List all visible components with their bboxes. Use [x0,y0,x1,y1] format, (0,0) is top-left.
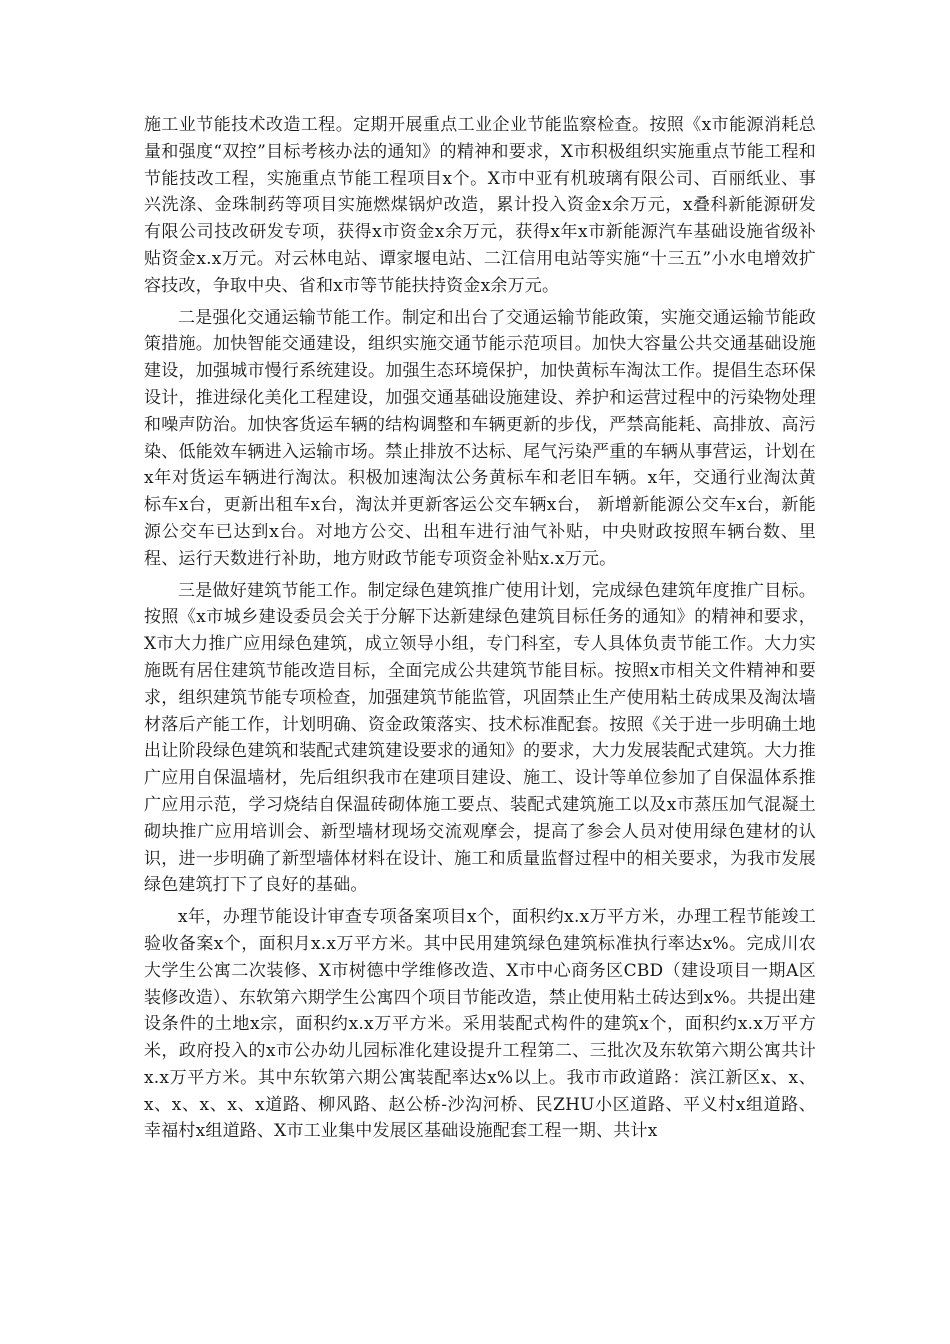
paragraph-industrial-energy-saving: 施工业节能技术改造工程。定期开展重点工业企业节能监察检查。按照《x市能源消耗总量和强度“双控”目标考核办法的通知》的精神和要求，X市积极组织实施重点节能工程和节能技改工程，实施重点节能工程项目x个。X市中亚有机玻璃有限公司、百丽纸业、事兴洗涤、金珠制药等项目实施燃煤锅炉改造，累计投入资金x余万元，x叠科新能源研发有限公司技改研发专项，获得x市资金x余万元，获得x年x市新能源汽车基础设施省级补贴资金x.x万元。对云林电站、谭家堰电站、二江信用电站等实施“十三五”小水电增效扩容技改，争取中央、省和x市等节能扶持资金x余万元。 [144,115,816,296]
paragraph-building-energy-saving: 三是做好建筑节能工作。制定绿色建筑推广使用计划，完成绿色建筑年度推广目标。按照《x市城乡建设委员会关于分解下达新建绿色建筑目标任务的通知》的精神和要求，X市大力推广应用绿色建筑，成立领导小组，专门科室，专人具体负责节能工作。大力实施既有居住建筑节能改造目标，全面完成公共建筑节能目标。按照x市相关文件精神和要求，组织建筑节能专项检查，加强建筑节能监管，巩固禁止生产使用粘土砖成果及淘汰墙材落后产能工作，计划明确、资金政策落实、技术标准配套。按照《关于进一步明确土地出让阶段绿色建筑和装配式建筑建设要求的通知》的要求，大力发展装配式建筑。大力推广应用自保温墙材，先后组织我市在建项目建设、施工、设计等单位参加了自保温体系推广应用示范，学习烧结自保温砖砌体施工要点、装配式建筑施工以及x市蒸压加气混凝土砌块推广应用培训会、新型墙材现场交流观摩会，提高了参会人员对使用绿色建材的认识，进一步明确了新型墙体材料在设计、施工和质量监督过程中的相关要求，为我市发展绿色建筑打下了良好的基础。 [144,580,816,896]
paragraph-annual-results: x年，办理节能设计审查专项备案项目x个，面积约x.x万平方米，办理工程节能竣工验收备案x个，面积月x.x万平方米。其中民用建筑绿色建筑标准执行率达x%。完成川农大学生公寓二次装修、X市树德中学维修改造、X市中心商务区CBD（建设项目一期A区装修改造）、东软第六期学生公寓四个项目节能改造，禁止使用粘土砖达到x%。共提出建设条件的土地x宗，面积约x.x万平方米。采用装配式构件的建筑x个，面积约x.x万平方米，政府投入的x市公办幼儿园标准化建设提升工程第二、三批次及东软第六期公寓共计x.x万平方米。其中东软第六期公寓装配率达x%以上。我市市政道路：滨江新区x、x、x、x、x、x、x道路、柳风路、赵公桥-沙沟河桥、民ZHU小区道路、平义村x组道路、幸福村x组道路、X市工业集中发展区基础设施配套工程一期、共计x [144,907,816,1142]
document-page [144,112,816,1150]
paragraph-transport-energy-saving: 二是强化交通运输节能工作。制定和出台了交通运输节能政策，实施交通运输节能政策措施。加快智能交通建设，组织实施交通节能示范项目。加快大容量公共交通基础设施建设，加强城市慢行系统建设。加强生态环境保护，加快黄标车淘汰工作。提倡生态环保设计，推进绿化美化工程建设，加强交通基础设施建设、养护和运营过程中的污染物处理和噪声防治。加快客货运车辆的结构调整和车辆更新的步伐，严禁高能耗、高排放、高污染、低能效车辆进入运输市场。禁止排放不达标、尾气污染严重的车辆从事营运，计划在x年对货运车辆进行淘汰。积极加速淘汰公务黄标车和老旧车辆。x年，交通行业淘汰黄标车x台，更新出租车x台，淘汰并更新客运公交车辆x台， 新增新能源公交车x台，新能源公交车已达到x台。对地方公交、出租车进行油气补贴，中央财政按照车辆台数、里程、运行天数进行补助，地方财政节能专项资金补贴x.x万元。 [144,307,816,569]
